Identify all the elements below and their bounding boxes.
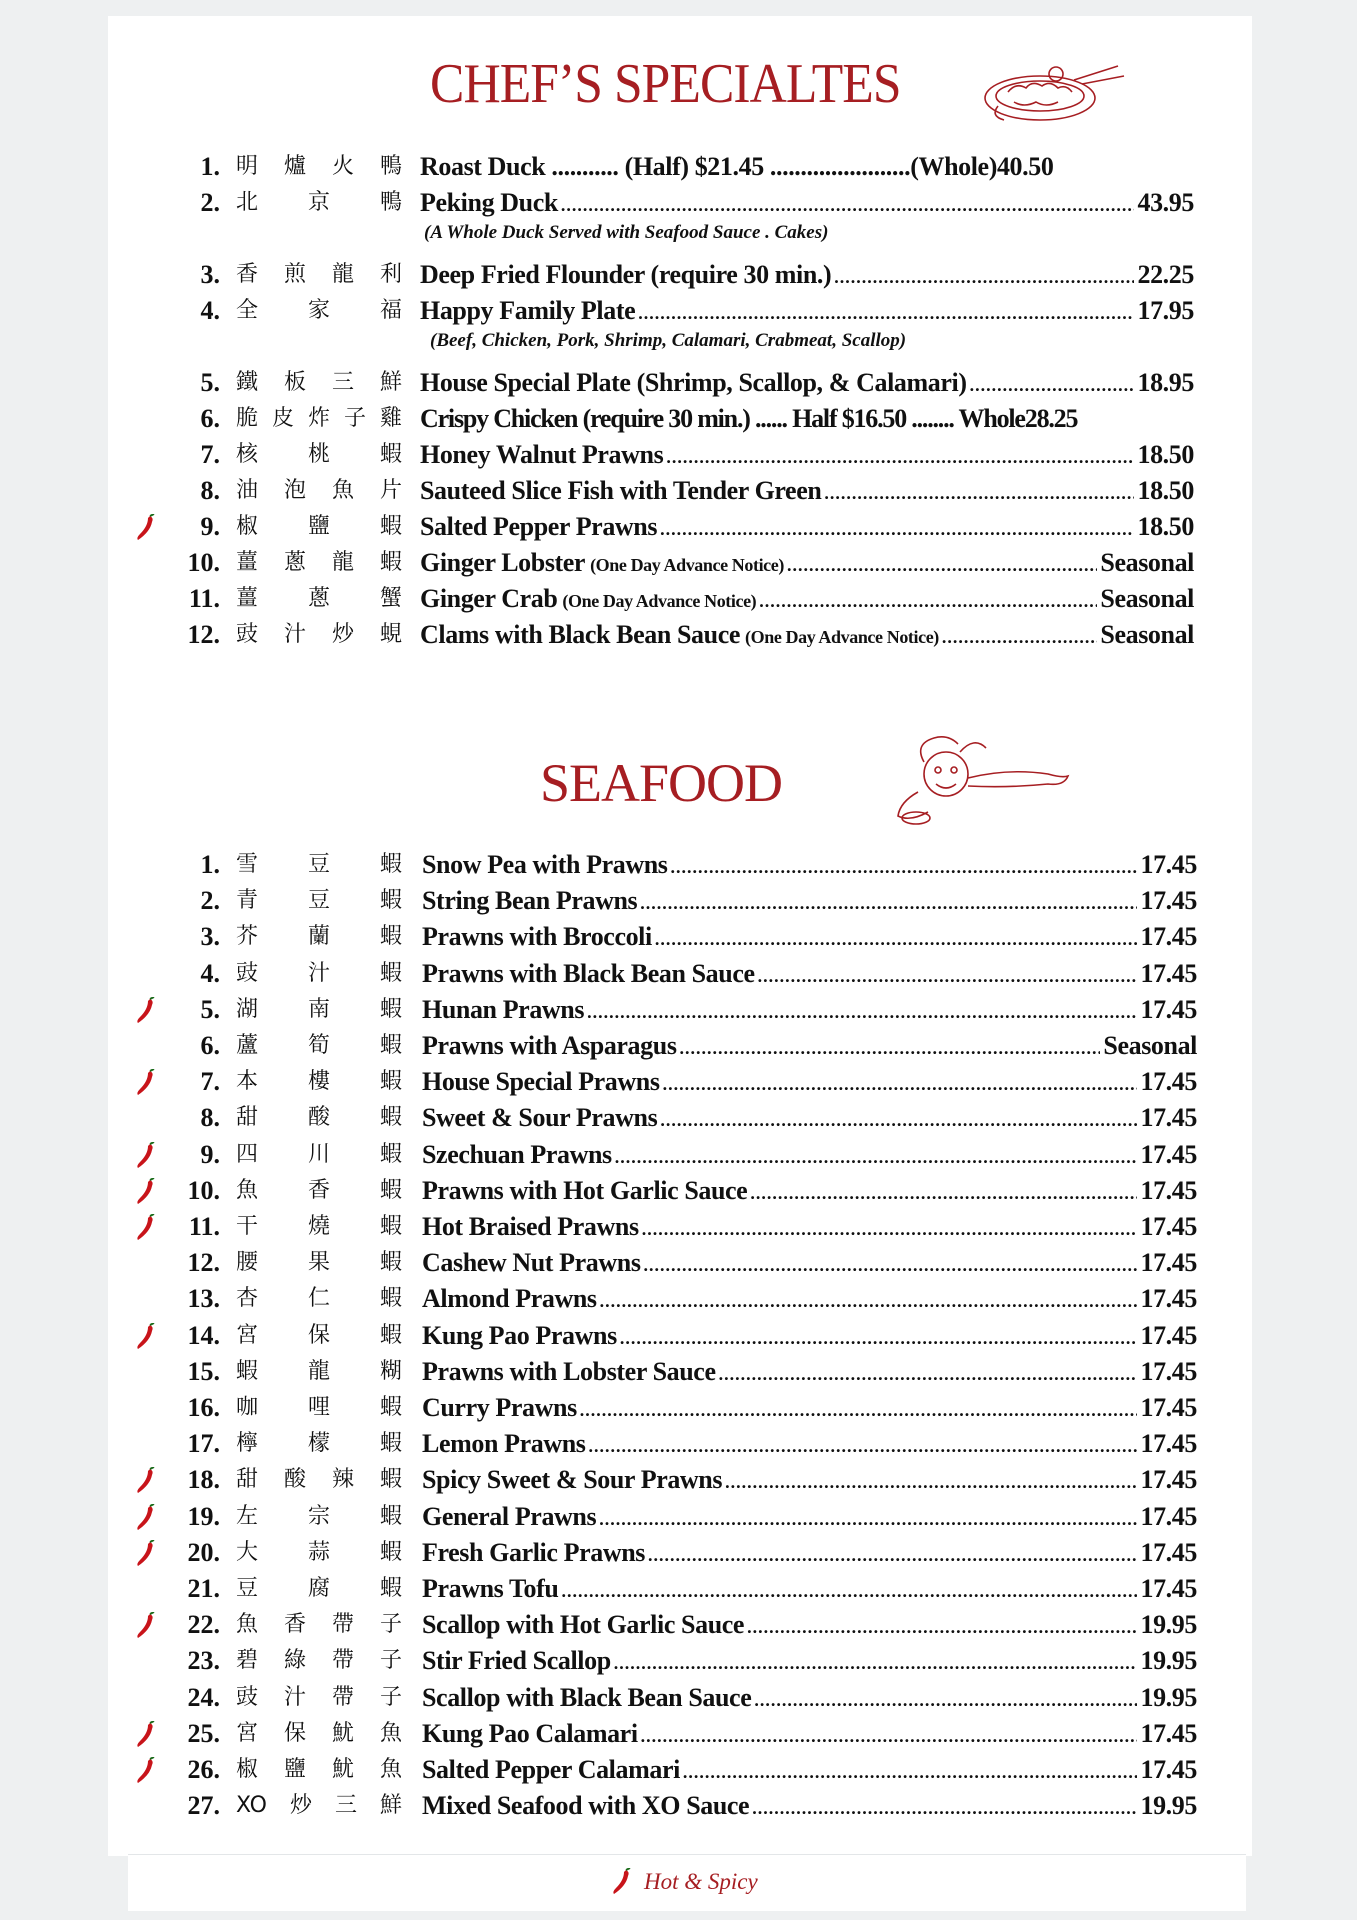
dish-name: Salted Pepper Calamari — [422, 1755, 680, 1784]
dish — [420, 258, 1194, 294]
chinese-name: 豉 汁 炒 蜆 — [236, 622, 402, 647]
crab-chef-icon — [888, 732, 1074, 828]
chinese-name: 薑 蔥 蟹 — [236, 586, 402, 611]
dish-name: Spicy Sweet & Sour Prawns — [422, 1465, 723, 1494]
menu-item — [0, 582, 1357, 616]
item-number: 25. — [187, 1719, 220, 1748]
menu-item — [0, 1282, 1357, 1316]
chinese-name: 豉 汁 蝦 — [236, 961, 402, 986]
advance-notice: (One Day Advance Notice) — [590, 555, 784, 575]
dish-price: 17.45 — [1140, 922, 1197, 951]
dish-price: 40.50 — [996, 152, 1054, 181]
dish-name: Deep Fried Flounder (require 30 min.) — [420, 260, 832, 289]
leader-dots — [641, 1719, 1138, 1753]
dish — [420, 510, 1194, 546]
dish — [420, 402, 1194, 436]
menu-item — [0, 1427, 1357, 1461]
dish — [422, 1029, 1197, 1065]
item-number: 5. — [200, 995, 220, 1024]
chinese-name: 四 川 蝦 — [236, 1142, 402, 1167]
item-number: 21. — [187, 1574, 220, 1603]
dish-name: Sauteed Slice Fish with Tender Green — [420, 476, 822, 505]
dish — [420, 294, 1194, 330]
chili-pepper-icon — [134, 1467, 158, 1495]
dish-price: 17.45 — [1140, 1284, 1197, 1313]
dish — [422, 884, 1197, 920]
item-number: 9. — [200, 512, 220, 541]
advance-notice: (One Day Advance Notice) — [562, 591, 757, 611]
dish-name: String Bean Prawns — [422, 886, 638, 915]
dish-name: House Special Prawns — [422, 1067, 660, 1096]
dish — [420, 438, 1194, 474]
dish — [422, 993, 1197, 1029]
item-number: 3. — [200, 922, 220, 951]
dish-name: Scallop with Hot Garlic Sauce — [422, 1610, 745, 1639]
chinese-name: 魚 香 帶 子 — [236, 1612, 402, 1637]
dish-name: Curry Prawns — [422, 1393, 577, 1422]
dish — [422, 1789, 1197, 1825]
chinese-name: 甜 酸 蝦 — [236, 1105, 402, 1130]
dish-name: General Prawns — [422, 1502, 597, 1531]
dish-name: Prawns with Lobster Sauce — [422, 1357, 716, 1386]
advance-notice: (One Day Advance Notice) — [745, 627, 939, 647]
menu-item — [0, 186, 1357, 220]
chili-pepper-icon — [134, 514, 158, 542]
leader-dots — [683, 1755, 1138, 1789]
item-number: 11. — [188, 584, 220, 613]
chinese-name: 北 京 鴨 — [236, 190, 402, 215]
dish-name: Crispy Chicken (require 30 min.) ...... Half $16.50 ........ Whole — [420, 404, 1025, 433]
menu-item — [0, 366, 1357, 400]
dish-price: 17.45 — [1140, 1429, 1197, 1458]
dish-name: Prawns with Asparagus — [422, 1031, 677, 1060]
item-number: 6. — [200, 404, 220, 433]
dish — [420, 618, 1194, 654]
dish — [422, 1536, 1197, 1572]
dish — [422, 920, 1197, 956]
item-number: 10. — [187, 1176, 220, 1205]
dish — [422, 1065, 1197, 1101]
chinese-name: 芥 蘭 蝦 — [236, 924, 402, 949]
chinese-name: 宮 保 蝦 — [236, 1323, 402, 1348]
dish — [420, 150, 1194, 184]
chefs-specialties-title: CHEF’S SPECIALTES — [430, 53, 901, 115]
dish-price: Seasonal — [1103, 1031, 1197, 1060]
menu-item — [0, 1608, 1357, 1642]
menu-item — [0, 848, 1357, 882]
chinese-name: 蘆 筍 蝦 — [236, 1033, 402, 1058]
dish — [422, 1138, 1197, 1174]
dish-price: 17.45 — [1140, 959, 1197, 988]
dish-price: 17.45 — [1140, 1393, 1197, 1422]
chinese-name: 檸 檬 蝦 — [236, 1431, 402, 1456]
chinese-name: 明 爐 火 鴨 — [236, 154, 402, 179]
dish-price: 17.45 — [1140, 1465, 1197, 1494]
leader-dots — [640, 886, 1137, 920]
dish — [422, 1717, 1197, 1753]
menu-item — [0, 150, 1357, 184]
chili-pepper-icon — [134, 1214, 158, 1242]
dish-price: Seasonal — [1100, 584, 1194, 613]
dish — [422, 1246, 1197, 1282]
chinese-name: 左 宗 蝦 — [236, 1504, 402, 1529]
menu-item — [0, 993, 1357, 1027]
dish-name: Szechuan Prawns — [422, 1140, 612, 1169]
item-number: 9. — [200, 1140, 220, 1169]
chinese-name: 香 煎 龍 利 — [236, 262, 402, 287]
leader-dots — [787, 548, 1097, 582]
dish-price: 17.45 — [1140, 1176, 1197, 1205]
dish-name: Kung Pao Calamari — [422, 1719, 638, 1748]
leader-dots — [663, 1067, 1138, 1101]
dish — [422, 1608, 1197, 1644]
dish — [420, 474, 1194, 510]
chinese-name: 椒 鹽 魷 魚 — [236, 1757, 402, 1782]
chinese-name: 全 家 福 — [236, 298, 402, 323]
dish-name: Hunan Prawns — [422, 995, 585, 1024]
chili-pepper-icon — [134, 1142, 158, 1170]
chinese-name: 核 桃 蝦 — [236, 442, 402, 467]
chinese-name: 甜 酸 辣 蝦 — [236, 1467, 402, 1492]
leader-dots — [759, 584, 1097, 618]
dish-name: Roast Duck ........... (Half) $21.45 .......................(Whole) — [420, 152, 997, 181]
dish — [422, 1101, 1197, 1137]
menu-item — [0, 1391, 1357, 1425]
item-number: 2. — [200, 188, 220, 217]
spicy-legend — [610, 1862, 758, 1902]
menu-item — [0, 294, 1357, 328]
dish-name: Hot Braised Prawns — [422, 1212, 639, 1241]
menu-item — [0, 1174, 1357, 1208]
leader-dots — [615, 1140, 1138, 1174]
item-number: 8. — [200, 476, 220, 505]
dish — [422, 957, 1197, 993]
dish-price: 18.50 — [1137, 440, 1194, 469]
dish-name: Mixed Seafood with XO Sauce — [422, 1791, 750, 1820]
dish-name: Cashew Nut Prawns — [422, 1248, 641, 1277]
chinese-name: 宮 保 魷 魚 — [236, 1721, 402, 1746]
chinese-name: 杏 仁 蝦 — [236, 1286, 402, 1311]
leader-dots — [752, 1791, 1137, 1825]
item-number: 3. — [200, 260, 220, 289]
chili-pepper-icon — [134, 1721, 158, 1749]
item-number: 22. — [187, 1610, 220, 1639]
menu-item — [0, 438, 1357, 472]
item-number: 20. — [187, 1538, 220, 1567]
leader-dots — [666, 440, 1134, 474]
chinese-name: 豉 汁 帶 子 — [236, 1685, 402, 1710]
menu-item — [0, 920, 1357, 954]
menu-item — [0, 1753, 1357, 1787]
dish — [420, 186, 1194, 222]
chinese-name: 薑 蔥 龍 蝦 — [236, 550, 402, 575]
leader-dots — [750, 1176, 1137, 1210]
leader-dots — [648, 1538, 1137, 1572]
chili-pepper-icon — [134, 1540, 158, 1568]
dish-name: Salted Pepper Prawns — [420, 512, 658, 541]
dish-description: (Beef, Chicken, Pork, Shrimp, Calamari, Crabmeat, Scallop) — [430, 330, 907, 351]
chinese-name: 青 豆 蝦 — [236, 888, 402, 913]
dish-price: 17.45 — [1140, 1212, 1197, 1241]
dish-price: 19.95 — [1140, 1683, 1197, 1712]
chili-pepper-icon — [134, 1612, 158, 1640]
item-number: 4. — [200, 959, 220, 988]
item-number: 24. — [187, 1683, 220, 1712]
chili-pepper-icon — [134, 1757, 158, 1785]
item-number: 27. — [187, 1791, 220, 1820]
leader-dots — [970, 368, 1135, 402]
leader-dots — [599, 1502, 1137, 1536]
menu-item — [0, 402, 1357, 436]
dish-price: 17.45 — [1140, 1502, 1197, 1531]
leader-dots — [642, 1212, 1138, 1246]
dish-name: Fresh Garlic Prawns — [422, 1538, 645, 1567]
chinese-name: 咖 哩 蝦 — [236, 1395, 402, 1420]
dish-name: Scallop with Black Bean Sauce — [422, 1683, 752, 1712]
leader-dots — [620, 1321, 1138, 1355]
menu-item — [0, 1500, 1357, 1534]
chinese-name: 雪 豆 蝦 — [236, 852, 402, 877]
item-number: 7. — [200, 1067, 220, 1096]
dish — [422, 1644, 1197, 1680]
chinese-name: 腰 果 蝦 — [236, 1250, 402, 1275]
dish-price: 18.50 — [1137, 512, 1194, 541]
dish-price: 17.45 — [1140, 1755, 1197, 1784]
menu-item — [0, 957, 1357, 991]
dish-name: Happy Family Plate — [420, 296, 636, 325]
menu-item — [0, 1644, 1357, 1678]
leader-dots — [758, 959, 1138, 993]
dish — [422, 1174, 1197, 1210]
menu-item — [0, 1572, 1357, 1606]
menu-item — [0, 1355, 1357, 1389]
dish — [420, 546, 1194, 582]
dish-price: 18.50 — [1137, 476, 1194, 505]
menu-item — [0, 618, 1357, 652]
chinese-name: XO 炒 三 鮮 — [236, 1793, 402, 1818]
dish-name: Honey Walnut Prawns — [420, 440, 664, 469]
dish — [422, 1572, 1197, 1608]
dish-price: 43.95 — [1137, 188, 1194, 217]
leader-dots — [638, 296, 1134, 330]
chili-pepper-icon — [134, 1504, 158, 1532]
dish-name: Snow Pea with Prawns — [422, 850, 668, 879]
dish-price: 19.95 — [1140, 1646, 1197, 1675]
dish-price: 17.45 — [1140, 1067, 1197, 1096]
chinese-name: 椒 鹽 蝦 — [236, 514, 402, 539]
chili-pepper-icon — [134, 1323, 158, 1351]
item-number: 4. — [200, 296, 220, 325]
dish-price: 17.45 — [1140, 1248, 1197, 1277]
chinese-name: 蝦 龍 糊 — [236, 1359, 402, 1384]
menu-item — [0, 1536, 1357, 1570]
chinese-name: 鐵 板 三 鮮 — [236, 370, 402, 395]
dish-price: 17.45 — [1140, 1719, 1197, 1748]
dish-name: House Special Plate (Shrimp, Scallop, & Calamari) — [420, 368, 967, 397]
chinese-name: 脆 皮 炸 子 雞 — [236, 406, 402, 431]
chili-pepper-icon — [610, 1868, 634, 1896]
legend-label: Hot & Spicy — [644, 1869, 758, 1894]
menu-item — [0, 1246, 1357, 1280]
menu-item — [0, 1463, 1357, 1497]
dish-name: Almond Prawns — [422, 1284, 597, 1313]
chinese-name: 大 蒜 蝦 — [236, 1540, 402, 1565]
dish-name: Stir Fried Scallop — [422, 1646, 611, 1675]
dish-price: 18.95 — [1137, 368, 1194, 397]
menu-item — [0, 1319, 1357, 1353]
menu-item — [0, 258, 1357, 292]
dish — [422, 1753, 1197, 1789]
menu-item — [0, 1681, 1357, 1715]
chinese-name: 豆 腐 蝦 — [236, 1576, 402, 1601]
item-number: 19. — [187, 1502, 220, 1531]
leader-dots — [588, 1429, 1137, 1463]
menu-item — [0, 474, 1357, 508]
leader-dots — [655, 922, 1138, 956]
leader-dots — [719, 1357, 1138, 1391]
item-number: 14. — [187, 1321, 220, 1350]
item-number: 5. — [200, 368, 220, 397]
item-number: 23. — [187, 1646, 220, 1675]
dish — [422, 1463, 1197, 1499]
dish-name: Prawns with Hot Garlic Sauce — [422, 1176, 748, 1205]
chinese-name: 油 泡 魚 片 — [236, 478, 402, 503]
dish-price: 17.95 — [1137, 296, 1194, 325]
leader-dots — [660, 512, 1134, 546]
leader-dots — [824, 476, 1134, 510]
item-number: 7. — [200, 440, 220, 469]
dish — [422, 1681, 1197, 1717]
leader-dots — [754, 1683, 1137, 1717]
dish-name: Peking Duck — [420, 188, 558, 217]
menu-item — [0, 884, 1357, 918]
item-number: 6. — [200, 1031, 220, 1060]
leader-dots — [660, 1103, 1137, 1137]
dish — [420, 366, 1194, 402]
dish-price: 19.95 — [1140, 1610, 1197, 1639]
dish-name: Prawns with Black Bean Sauce — [422, 959, 755, 988]
item-number: 1. — [200, 850, 220, 879]
menu-item — [0, 546, 1357, 580]
menu-item — [0, 1029, 1357, 1063]
dish-price: 17.45 — [1140, 886, 1197, 915]
chili-pepper-icon — [134, 997, 158, 1025]
chinese-name: 干 燒 蝦 — [236, 1214, 402, 1239]
leader-dots — [644, 1248, 1138, 1282]
leader-dots — [587, 995, 1137, 1029]
dish — [422, 1427, 1197, 1463]
leader-dots — [614, 1646, 1138, 1680]
dish — [422, 1282, 1197, 1318]
chinese-name: 碧 綠 帶 子 — [236, 1648, 402, 1673]
dish-description: (A Whole Duck Served with Seafood Sauce . Cakes) — [424, 222, 829, 243]
dish — [420, 582, 1194, 618]
item-number: 15. — [187, 1357, 220, 1386]
chinese-name: 本 樓 蝦 — [236, 1069, 402, 1094]
chinese-name: 湖 南 蝦 — [236, 997, 402, 1022]
dish-name: Lemon Prawns — [422, 1429, 586, 1458]
dish-name: Prawns Tofu — [422, 1574, 559, 1603]
dish-price: Seasonal — [1100, 620, 1194, 649]
dish-price: 17.45 — [1140, 1140, 1197, 1169]
dish-price: 17.45 — [1140, 1103, 1197, 1132]
leader-dots — [561, 1574, 1137, 1608]
menu-item — [0, 1210, 1357, 1244]
dish-name: Ginger Crab — [420, 584, 558, 613]
leader-dots — [580, 1393, 1138, 1427]
item-number: 26. — [187, 1755, 220, 1784]
item-number: 2. — [200, 886, 220, 915]
item-number: 18. — [187, 1465, 220, 1494]
dish-price: 17.45 — [1140, 1574, 1197, 1603]
item-number: 17. — [187, 1429, 220, 1458]
dish — [422, 1319, 1197, 1355]
leader-dots — [942, 620, 1098, 654]
item-number: 11. — [188, 1212, 220, 1241]
dish-name: Ginger Lobster — [420, 548, 586, 577]
leader-dots — [680, 1031, 1101, 1065]
dish-name: Kung Pao Prawns — [422, 1321, 617, 1350]
leader-dots — [834, 260, 1134, 294]
menu-item — [0, 510, 1357, 544]
item-number: 16. — [187, 1393, 220, 1422]
seafood-platter-icon — [978, 58, 1128, 130]
menu-item — [0, 1138, 1357, 1172]
leader-dots — [561, 188, 1135, 222]
menu-item — [0, 1065, 1357, 1099]
item-number: 8. — [200, 1103, 220, 1132]
dish-price: 17.45 — [1140, 1321, 1197, 1350]
dish — [422, 848, 1197, 884]
item-number: 1. — [200, 152, 220, 181]
dish — [422, 1500, 1197, 1536]
dish-price: 17.45 — [1140, 1538, 1197, 1567]
dish — [422, 1391, 1197, 1427]
menu-item — [0, 1789, 1357, 1823]
dish-name: Prawns with Broccoli — [422, 922, 652, 951]
leader-dots — [671, 850, 1138, 884]
item-number: 13. — [187, 1284, 220, 1313]
dish-name: Clams with Black Bean Sauce — [420, 620, 741, 649]
dish-name: Sweet & Sour Prawns — [422, 1103, 658, 1132]
leader-dots — [600, 1284, 1138, 1318]
dish — [422, 1210, 1197, 1246]
chinese-name: 魚 香 蝦 — [236, 1178, 402, 1203]
dish-price: Seasonal — [1100, 548, 1194, 577]
chili-pepper-icon — [134, 1069, 158, 1097]
dish-price: 17.45 — [1140, 1357, 1197, 1386]
dish-price: 17.45 — [1140, 995, 1197, 1024]
dish-price: 28.25 — [1024, 404, 1078, 433]
dish-price: 19.95 — [1140, 1791, 1197, 1820]
seafood-title: SEAFOOD — [540, 753, 783, 813]
item-number: 10. — [187, 548, 220, 577]
menu-item — [0, 1101, 1357, 1135]
leader-dots — [725, 1465, 1137, 1499]
item-number: 12. — [187, 1248, 220, 1277]
dish-price: 17.45 — [1140, 850, 1197, 879]
leader-dots — [747, 1610, 1137, 1644]
chili-pepper-icon — [134, 1178, 158, 1206]
item-number: 12. — [187, 620, 220, 649]
menu-item — [0, 1717, 1357, 1751]
dish — [422, 1355, 1197, 1391]
dish-price: 22.25 — [1137, 260, 1194, 289]
